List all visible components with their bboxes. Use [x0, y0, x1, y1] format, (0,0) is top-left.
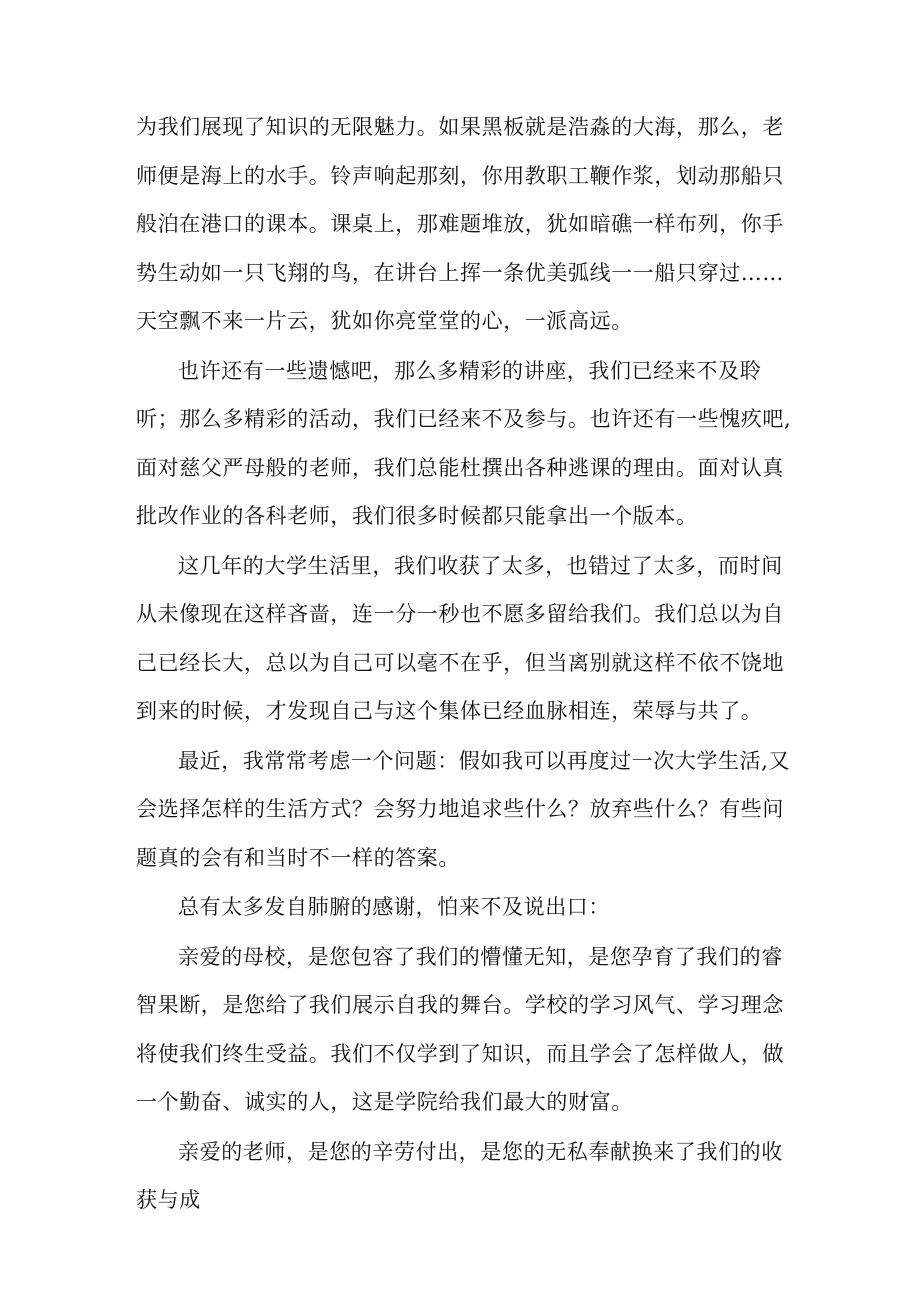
paragraph-3: 这几年的大学生活里，我们收获了太多，也错过了太多，而时间从未像现在这样吝啬，连一分一秒也不愿多留给我们。我们总以为自己已经长大，总以为自己可以毫不在乎，但当离别就这样不依不饶地到来的时候，才发现自己与这个集体已经血脉相连，荣辱与共了。	[136, 553, 784, 723]
paragraph-5: 总有太多发自肺腑的感谢，怕来不及说出口：	[178, 895, 610, 919]
paragraph-6: 亲爱的母校，是您包容了我们的懵懂无知，是您孕育了我们的睿智果断，是您给了我们展示自我的舞台。学校的学习风气、学习理念将使我们终生受益。我们不仅学到了知识，而且学会了怎样做人，做一个勤奋、诚实的人，这是学院给我们最大的财富。	[136, 944, 784, 1114]
paragraph-4: 最近，我常常考虑一个问题：假如我可以再度过一次大学生活,又会选择怎样的生活方式？会努力地追求些什么？放弃些什么？有些问题真的会有和当时不一样的答案。	[136, 748, 791, 870]
paragraph-2: 也许还有一些遗憾吧，那么多精彩的讲座，我们已经来不及聆听；那么多精彩的活动，我们已经来不及参与。也许还有一些愧疚吧,面对慈父严母般的老师，我们总能杜撰出各种逃课的理由。面对认真批改作业的各科老师，我们很多时候都只能拿出一个版本。	[136, 358, 792, 528]
paragraph-7: 亲爱的老师，是您的辛劳付出，是您的无私奉献换来了我们的收获与成	[136, 1139, 783, 1212]
document-body	[136, 103, 796, 1225]
paragraph-1: 为我们展现了知识的无限魅力。如果黑板就是浩淼的大海，那么，老师便是海上的水手。铃声响起那刻，你用教职工鞭作浆，划动那船只般泊在港口的课本。课桌上，那难题堆放，犹如暗礁一样布列，你手势生动如一只飞翔的鸟，在讲台上挥一条优美弧线一一船只穿过……天空飘不来一片云，犹如你亮堂堂的心，一派高远。	[136, 115, 784, 333]
